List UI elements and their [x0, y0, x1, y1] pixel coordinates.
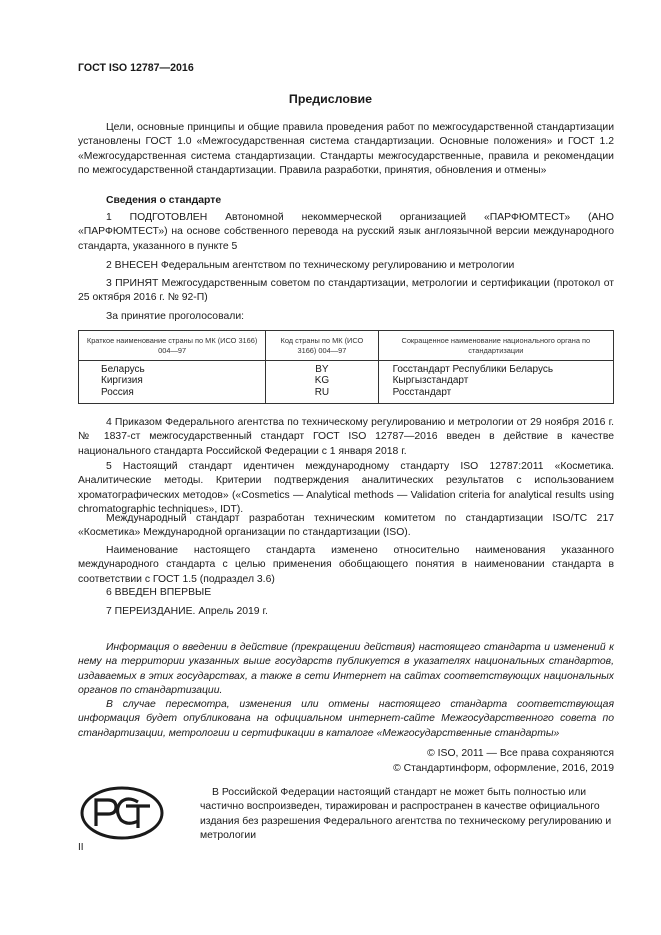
table-header-body: Сокращенное наименование национального органа по стандартизации — [378, 331, 613, 361]
rst-certification-logo-icon — [80, 786, 164, 843]
table-cell-country: Киргизия — [101, 375, 143, 387]
table-row — [79, 361, 614, 404]
table-cell-body: Госстандарт Республики Беларусь — [392, 364, 554, 375]
document-header: ГОСТ ISO 12787—2016 — [78, 62, 194, 74]
voted-label: За принятие проголосовали: — [106, 311, 245, 322]
item-5-committee-paragraph: Международный стандарт разработан техническим комитетом по стандартизации ISO/TC 217 «Косметика» Международной организации по стандартизации (ISO). — [78, 513, 614, 539]
table-cell-country: Беларусь — [101, 364, 145, 375]
section-title: Предисловие — [288, 92, 373, 106]
info-paragraph-1: Информация о введении в действие (прекращении действия) настоящего стандарта и изменений к нему на территории указанных выше государств публикуется в указателях национальных стандартов, издаваемых в этих государствах, а также в сети Интернет на сайтах соответствующих национальных органов по стандартизации. — [78, 642, 614, 696]
copyright-block — [393, 746, 614, 776]
item-6-paragraph: 6 ВВЕДЕН ВПЕРВЫЕ — [106, 587, 212, 598]
table-header-code: Код страны по МК (ИСО 3166) 004—97 — [266, 331, 378, 361]
info-paragraph-2: В случае пересмотра, изменения или отмены настоящего стандарта соответствующая информация будет опубликована на официальном интернет-сайте Межгосударственного совета по стандартизации, метрологии и сертификации в каталоге «Межгосударственные стандарты» — [78, 699, 614, 739]
table-header-country: Краткое наименование страны по МК (ИСО 3166) 004—97 — [79, 331, 266, 361]
table-cell-body: Росстандарт — [392, 386, 452, 398]
table-cell-country: Россия — [101, 386, 134, 398]
copyright-iso: © ISO, 2011 — Все права сохраняются — [427, 748, 614, 759]
intro-paragraph: Цели, основные принципы и общие правила проведения работ по межгосударственной стандартизации установлены ГОСТ 1.0 «Межгосударственная система стандартизации. Основные положения» и ГОСТ 1.2 «Межгосударственная система стандартизации. Стандарты межгосударственные, правила и рекомендации по межгосударственной стандартизации. Правила разработки, принятия, обновления и отмены» — [78, 122, 614, 176]
table-cell-code: BY — [315, 364, 329, 375]
item-5-name-change-paragraph: Наименование настоящего стандарта изменено относительно наименования указанного международного стандарта с целью применения обобщающего понятия в наименовании стандарта в соответствии с ГОСТ 1.5 (подраздел 3.6) — [78, 545, 614, 585]
standard-info-heading: Сведения о стандарте — [106, 195, 222, 206]
item-5-paragraph: 5 Настоящий стандарт идентичен международному стандарту ISO 12787:2011 «Косметика. Аналитические методы. Критерии подтверждения аналитических результатов с использованием хроматографических методов» («Cosmetics — Analytical methods — Validation criteria for analytical results using chromatographic techniques», IDT). — [78, 461, 614, 515]
reproduction-notice: В Российской Федерации настоящий стандарт не может быть полностью или частично воспроизведен, тиражирован и распространен в качестве официального издания без разрешения Федерального агентства по техническому регулированию и метрологии — [200, 787, 612, 841]
item-3-paragraph: 3 ПРИНЯТ Межгосударственным советом по стандартизации, метрологии и сертификации (протокол от 25 октября 2016 г. № 92-П) — [78, 278, 614, 304]
item-1-paragraph: 1 ПОДГОТОВЛЕН Автономной некоммерческой организацией «ПАРФЮМТЕСТ» (АНО «ПАРФЮМТЕСТ») на основе собственного перевода на русский язык англоязычной версии международного стандарта, указанного в пункте 5 — [78, 212, 614, 252]
voting-states-table — [78, 330, 614, 404]
page-number: II — [78, 842, 84, 853]
copyright-standartinform: © Стандартинформ, оформление, 2016, 2019 — [393, 763, 614, 774]
table-cell-code: KG — [314, 375, 330, 387]
table-cell-body: Кыргызстандарт — [392, 375, 469, 387]
table-header-row — [79, 331, 614, 361]
item-2-paragraph: 2 ВНЕСЕН Федеральным агентством по техническому регулированию и метрологии — [106, 260, 515, 271]
table-cell-code: RU — [314, 386, 330, 398]
item-7-paragraph: 7 ПЕРЕИЗДАНИЕ. Апрель 2019 г. — [106, 606, 268, 617]
item-4-paragraph: 4 Приказом Федерального агентства по техническому регулированию и метрологии от 29 ноября 2016 г. № 1837-ст межгосударственный стандарт ГОСТ ISO 12787—2016 введен в действие в качестве национального стандарта Российской Федерации с 1 января 2018 г. — [78, 417, 614, 457]
